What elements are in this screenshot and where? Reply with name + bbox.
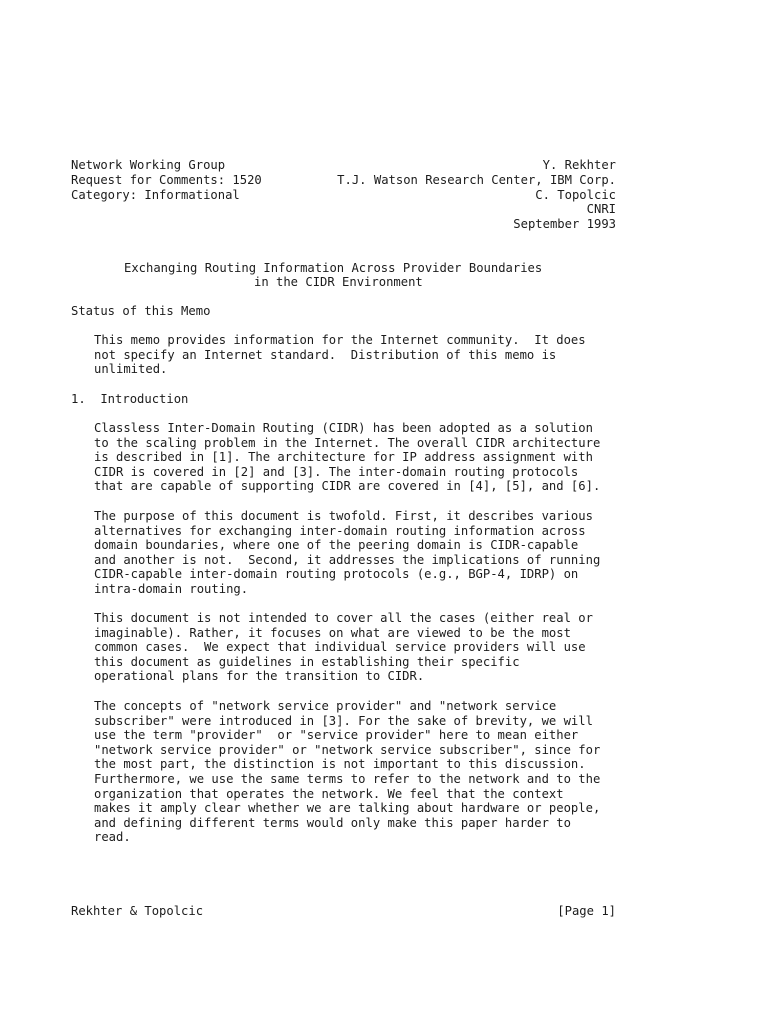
header-affiliation-1: T.J. Watson Research Center, IBM Corp. [337, 173, 616, 187]
header-rfc-number: Request for Comments: 1520 [71, 173, 262, 187]
status-body: This memo provides information for the Internet community. It does not specify an Internet standard. Distribution of this memo is unlimited. [94, 333, 586, 377]
document-title-line-2: in the CIDR Environment [254, 275, 423, 289]
header-category: Category: Informational [71, 188, 240, 202]
header-date: September 1993 [513, 217, 616, 231]
intro-paragraph-1: Classless Inter-Domain Routing (CIDR) has been adopted as a solution to the scaling problem in the Internet. The overall CIDR architecture is described in [1]. The architecture for IP address assignment with CIDR is covered in [2] and [3]. The inter-domain routing protocols that are capable of supporting CIDR are covered in [4], [5], and [6]. [94, 421, 601, 494]
intro-paragraph-3: This document is not intended to cover all the cases (either real or imaginable). Rather, it focuses on what are viewed to be the most common cases. We expect that individual service providers will use this document as guidelines in establishing their specific operational plans for the transition to CIDR. [94, 611, 593, 684]
header-author-1: Y. Rekhter [542, 158, 616, 172]
intro-paragraph-2: The purpose of this document is twofold. First, it describes various alternatives for exchanging inter-domain routing information across domain boundaries, where one of the peering domain is CIDR-capable and another is not. Second, it addresses the implications of running CIDR-capable inter-domain routing protocols (e.g., BGP-4, IDRP) on intra-domain routing. [94, 509, 601, 596]
header-affiliation-2: CNRI [586, 202, 616, 216]
header-author-2: C. Topolcic [535, 188, 616, 202]
intro-paragraph-4: The concepts of "network service provider" and "network service subscriber" were introduced in [3]. For the sake of brevity, we will use the term "provider" or "service provider" here to mean either "network service provider" or "network service subscriber", since for the most part, the distinction is not important to this discussion. Furthermore, we use the same terms to refer to the network and to the organization that operates the network. We feel that the context makes it amply clear whether we are talking about hardware or people, and defining different terms would only make this paper harder to read. [94, 699, 601, 845]
status-heading: Status of this Memo [71, 304, 211, 318]
header-working-group: Network Working Group [71, 158, 226, 172]
document-title-line-1: Exchanging Routing Information Across Provider Boundaries [124, 261, 543, 275]
section-1-heading: 1. Introduction [71, 392, 189, 406]
footer-authors: Rekhter & Topolcic [71, 904, 204, 918]
footer-page-number: [Page 1] [557, 904, 616, 918]
